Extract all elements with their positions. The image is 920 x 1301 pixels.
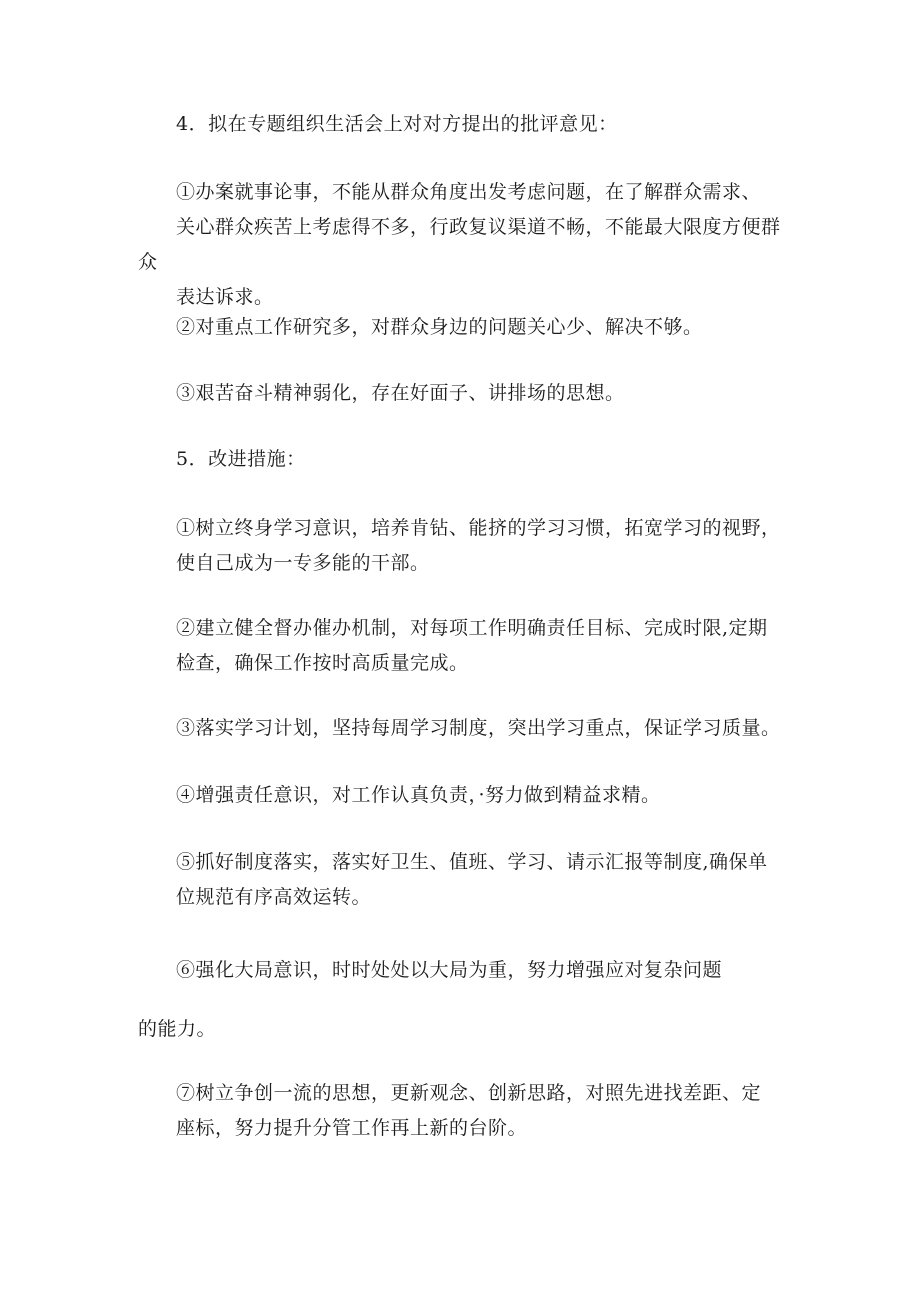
text-line: ①树立终身学习意识，培养肯钻、能挤的学习习惯，拓宽学习的视野， — [176, 517, 781, 539]
text-line: 位规范有序高效运转。 — [176, 886, 372, 908]
text-line: ②对重点工作研究多，对群众身边的问题关心少、解决不够。 — [176, 316, 703, 338]
text-line: ⑤抓好制度落实，落实好卫生、值班、学习、请示汇报等制度,确保单 — [176, 851, 768, 873]
text-line: ②建立健全督办催办机制，对每项工作明确责任目标、完成时限,定期 — [176, 617, 768, 639]
improvement-item-6-continued — [138, 1012, 793, 1047]
text-line: 表达诉求。 — [176, 286, 274, 308]
text-line: ③艰苦奋斗精神弱化，存在好面子、讲排场的思想。 — [176, 382, 625, 404]
improvement-item-2 — [138, 611, 793, 681]
text-line: 关心群众疾苦上考虑得不多，行政复议渠道不畅，不能最大限度方便群众 — [138, 216, 781, 273]
text-line: 座标，努力提升分管工作再上新的台阶。 — [176, 1117, 528, 1139]
improvement-item-6 — [138, 953, 793, 988]
heading-criticism — [138, 107, 793, 142]
improvement-item-3 — [138, 711, 793, 746]
text-line: ③落实学习计划，坚持每周学习制度，突出学习重点，保证学习质量。 — [176, 717, 781, 739]
text-line: 4．拟在专题组织生活会上对对方提出的批评意见： — [176, 113, 618, 135]
text-line: 的能力。 — [138, 1018, 217, 1040]
improvement-item-4 — [138, 778, 793, 813]
text-line: ④增强责任意识，对工作认真负责，·努力做到精益求精。 — [176, 784, 661, 806]
improvement-item-7 — [138, 1076, 793, 1146]
text-line: 检查，确保工作按时高质量完成。 — [176, 652, 469, 674]
improvement-item-1 — [138, 511, 793, 581]
text-line: ①办案就事论事，不能从群众角度出发考虑问题，在了解群众需求、 — [176, 181, 762, 203]
text-line: 5．改进措施： — [176, 448, 306, 470]
heading-improvement — [138, 442, 793, 477]
text-line: ⑦树立争创一流的思想，更新观念、创新思路，对照先进找差距、定 — [176, 1082, 762, 1104]
criticism-item-3 — [138, 376, 793, 411]
text-line: ⑥强化大局意识，时时处处以大局为重，努力增强应对复杂问题 — [176, 959, 723, 981]
criticism-item-2 — [138, 310, 793, 345]
criticism-item-1 — [138, 175, 793, 315]
text-line: 使自己成为一专多能的干部。 — [176, 552, 430, 574]
improvement-item-5 — [138, 845, 793, 915]
